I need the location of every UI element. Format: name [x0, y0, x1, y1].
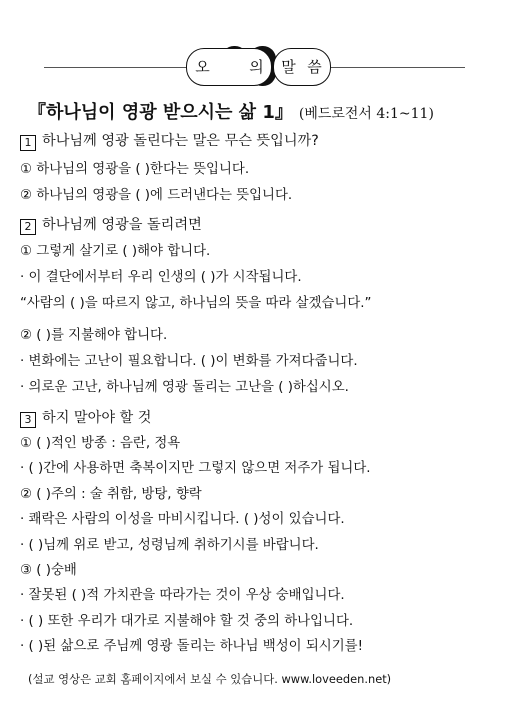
- content-line: ① 하나님의 영광을 ( )한다는 뜻입니다.: [20, 162, 250, 177]
- header-pill-word: [273, 48, 331, 86]
- content-line: “사람의 ( )을 따르지 않고, 하나님의 뜻을 따라 살겠습니다.”: [20, 296, 372, 311]
- section-number: 2: [20, 219, 36, 235]
- sermon-title: [28, 98, 434, 124]
- header-pill-today: [186, 48, 272, 86]
- section-heading-text: 하지 말아야 할 것: [42, 410, 152, 426]
- scripture-reference: (베드로전서 4:1~11): [298, 106, 434, 122]
- section-heading: [20, 131, 319, 151]
- content-line: · 변화에는 고난이 필요합니다. ( )이 변화를 가져다줍니다.: [20, 354, 358, 369]
- content-line: · ( )된 삶으로 주님께 영광 돌리는 하나님 백성이 되시기를!: [20, 639, 363, 655]
- content-line: · ( )간에 사용하면 축복이지만 그렇지 않으면 저주가 됩니다.: [20, 461, 371, 477]
- content-line: ① 그렇게 살기로 ( )해야 합니다.: [20, 244, 211, 259]
- header-char: 말: [281, 58, 296, 76]
- content-line: · 의로운 고난, 하나님께 영광 돌리는 고난을 ( )하십시오.: [20, 380, 349, 395]
- content-line: · ( ) 또한 우리가 대가로 지불해야 할 것 중의 하나입니다.: [20, 613, 354, 629]
- section-heading: [20, 408, 151, 428]
- header-char: 늘: [222, 58, 237, 76]
- section-heading-text: 하나님께 영광 돌린다는 말은 무슨 뜻입니까?: [42, 133, 319, 149]
- content-line: ② ( )주의 : 술 취함, 방탕, 향락: [20, 486, 202, 502]
- content-line: · 잘못된 ( )적 가치관을 따라가는 것이 우상 숭배입니다.: [20, 588, 345, 604]
- header-char: 오: [195, 58, 210, 76]
- header-char: 씀: [307, 58, 322, 76]
- section-heading-text: 하나님께 영광을 돌리려면: [42, 217, 202, 233]
- section-number: 3: [20, 412, 36, 428]
- content-line: ① ( )적인 방종 : 음란, 정욕: [20, 436, 181, 451]
- footer-note: (설교 영상은 교회 홈페이지에서 보실 수 있습니다. www.loveeden.net): [28, 671, 392, 686]
- content-line: ② 하나님의 영광을 ( )에 드러낸다는 뜻입니다.: [20, 188, 293, 203]
- content-line: · 이 결단에서부터 우리 인생의 ( )가 시작됩니다.: [20, 270, 302, 285]
- sermon-title-main: 『하나님이 영광 받으시는 삶 1』: [28, 102, 293, 123]
- section-number: 1: [20, 135, 36, 151]
- content-line: · ( )님께 위로 받고, 성령님께 취하기시를 바랍니다.: [20, 537, 319, 553]
- content-line: ③ ( )숭배: [20, 563, 77, 578]
- section-heading: [20, 215, 202, 235]
- content-line: ② ( )를 지불해야 합니다.: [20, 328, 168, 343]
- header-char: 의: [249, 58, 264, 76]
- content-line: · 쾌락은 사람의 이성을 마비시킵니다. ( )성이 있습니다.: [20, 512, 345, 528]
